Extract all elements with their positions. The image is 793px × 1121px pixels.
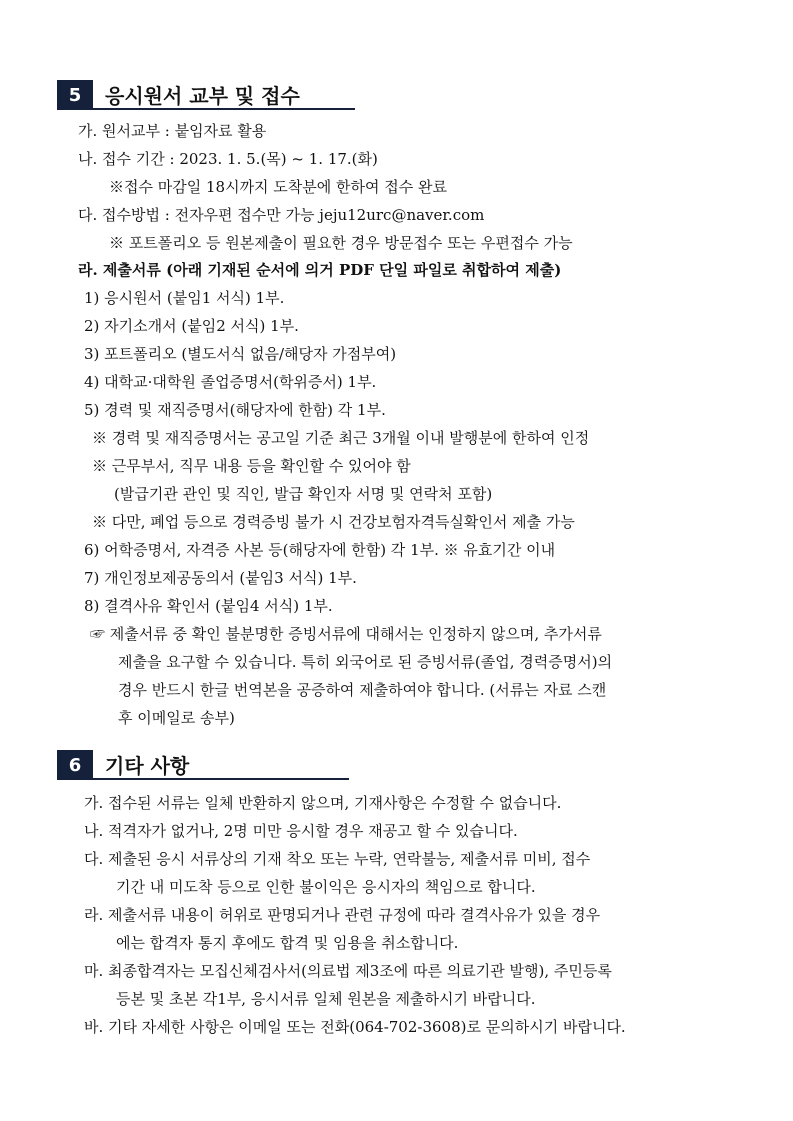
list-item: 7) 개인정보제공동의서 (붙임3 서식) 1부. [84,569,357,587]
text-line: 기간 내 미도착 등으로 인한 불이익은 응시자의 책임으로 합니다. [116,878,536,896]
note-line: (발급기관 관인 및 직인, 발급 확인자 서명 및 연락처 포함) [114,485,493,503]
text-line: 에는 합격자 통지 후에도 합격 및 임용을 취소합니다. [116,934,459,952]
section-title: 기타 사항 [93,750,349,780]
list-item: 4) 대학교·대학원 졸업증명서(학위증서) 1부. [84,373,377,391]
note-line: 후 이메일로 송부) [118,709,235,727]
text-line: 가. 접수된 서류는 일체 반환하지 않으며, 기재사항은 수정할 수 없습니다. [84,794,562,812]
note-line: 제출을 요구할 수 있습니다. 특히 외국어로 된 증빙서류(졸업, 경력증명서)의 [118,653,613,671]
section-5-header [57,80,355,110]
section-title: 응시원서 교부 및 접수 [93,80,355,110]
note-line: ☞ 제출서류 중 확인 불분명한 증빙서류에 대해서는 인정하지 않으며, 추가서류 [90,625,602,643]
section-6-header [57,750,349,780]
note-line: 경우 반드시 한글 번역본을 공증하여 제출하여야 합니다. (서류는 자료 스캔 [118,681,607,699]
list-item: 1) 응시원서 (붙임1 서식) 1부. [84,289,285,307]
section-number: 6 [57,750,93,780]
list-item: 6) 어학증명서, 자격증 사본 등(해당자에 한함) 각 1부. ※ 유효기간 이내 [84,541,556,559]
note-line: ※ 근무부서, 직무 내용 등을 확인할 수 있어야 함 [92,457,411,475]
list-item: 2) 자기소개서 (붙임2 서식) 1부. [84,317,299,335]
text-line: 마. 최종합격자는 모집신체검사서(의료법 제3조에 따른 의료기관 발행), 주민등록 [84,962,612,980]
text-line: ※접수 마감일 18시까지 도착분에 한하여 접수 완료 [109,178,448,196]
text-line: 등본 및 초본 각1부, 응시서류 일체 원본을 제출하시기 바랍니다. [116,990,536,1008]
text-line: 가. 원서교부 : 붙임자료 활용 [78,122,267,140]
text-line: ※ 포트폴리오 등 원본제출이 필요한 경우 방문접수 또는 우편접수 가능 [109,234,573,252]
section-number: 5 [57,80,93,110]
text-line: 라. 제출서류 (아래 기재된 순서에 의거 PDF 단일 파일로 취합하여 제출) [78,261,562,279]
text-line: 나. 적격자가 없거나, 2명 미만 응시할 경우 재공고 할 수 있습니다. [84,822,518,840]
list-item: 5) 경력 및 재직증명서(해당자에 한함) 각 1부. [84,401,386,419]
list-item: 3) 포트폴리오 (별도서식 없음/해당자 가점부여) [84,345,397,363]
text-line: 다. 제출된 응시 서류상의 기재 착오 또는 누락, 연락불능, 제출서류 미비, 접수 [84,850,591,868]
text-line: 바. 기타 자세한 사항은 이메일 또는 전화(064-702-3608)로 문의하시기 바랍니다. [84,1018,626,1036]
text-line: 나. 접수 기간 : 2023. 1. 5.(목) ~ 1. 17.(화) [78,150,378,168]
text-line: 다. 접수방법 : 전자우편 접수만 가능 jeju12urc@naver.com [78,206,485,224]
note-line: ※ 경력 및 재직증명서는 공고일 기준 최근 3개월 이내 발행분에 한하여 인정 [92,429,590,447]
note-line: ※ 다만, 폐업 등으로 경력증빙 불가 시 건강보험자격득실확인서 제출 가능 [92,513,575,531]
list-item: 8) 결격사유 확인서 (붙임4 서식) 1부. [84,597,333,615]
text-line: 라. 제출서류 내용이 허위로 판명되거나 관련 규정에 따라 결격사유가 있을 경우 [84,906,601,924]
